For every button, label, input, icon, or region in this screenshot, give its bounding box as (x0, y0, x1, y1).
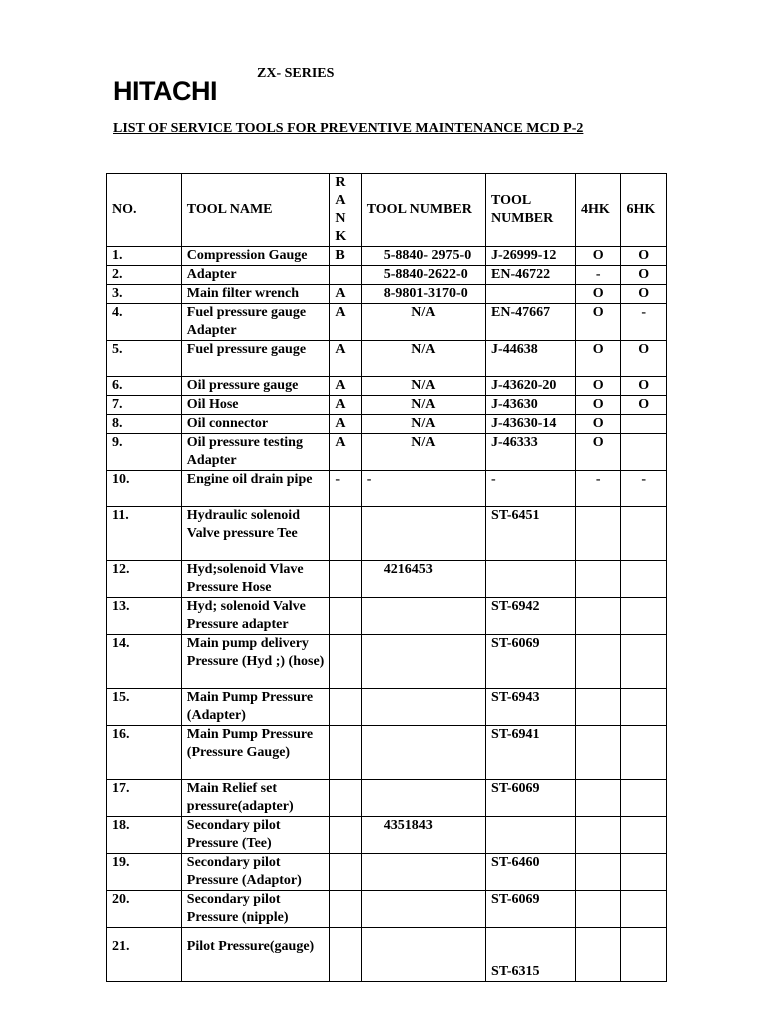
tool-number-2: - (486, 471, 576, 507)
tool-name: Main Relief set pressure(adapter) (181, 780, 330, 817)
rank: B (330, 247, 361, 266)
tool-number-1: N/A (361, 377, 485, 396)
table-row (107, 396, 667, 415)
4hk-mark (575, 689, 620, 726)
4hk-mark (575, 598, 620, 635)
6hk-mark (621, 854, 667, 891)
4hk-mark: O (575, 396, 620, 415)
tool-name: Oil pressure testing Adapter (181, 434, 330, 471)
tool-name: Main filter wrench (181, 285, 330, 304)
6hk-mark: O (621, 341, 667, 377)
table-row (107, 507, 667, 561)
column-header-tool-number-2: TOOL NUMBER (486, 174, 576, 247)
tool-number-1 (361, 854, 485, 891)
rank (330, 726, 361, 780)
row-number: 10. (107, 471, 182, 507)
rank: A (330, 396, 361, 415)
4hk-mark: - (575, 471, 620, 507)
table-row (107, 891, 667, 928)
rank (330, 689, 361, 726)
tool-name: Secondary pilot Pressure (nipple) (181, 891, 330, 928)
6hk-mark: - (621, 304, 667, 341)
4hk-mark: O (575, 415, 620, 434)
4hk-mark (575, 928, 620, 982)
4hk-mark (575, 726, 620, 780)
6hk-mark (621, 891, 667, 928)
4hk-mark: O (575, 247, 620, 266)
tool-number-2: J-43630-14 (486, 415, 576, 434)
tool-name: Oil Hose (181, 396, 330, 415)
table-row (107, 928, 667, 982)
6hk-mark (621, 434, 667, 471)
tool-number-1: 4351843 (361, 817, 485, 854)
row-number: 20. (107, 891, 182, 928)
column-header-rank: R A N K (330, 174, 361, 247)
rank: A (330, 304, 361, 341)
tool-number-2: ST-6315 (486, 928, 576, 982)
table-row (107, 285, 667, 304)
6hk-mark (621, 507, 667, 561)
6hk-mark: O (621, 247, 667, 266)
6hk-mark: O (621, 396, 667, 415)
tool-number-2 (486, 561, 576, 598)
hitachi-logo: HITACHI (113, 76, 217, 106)
service-tools-table (106, 173, 667, 982)
rank: A (330, 377, 361, 396)
tool-number-2: J-26999-12 (486, 247, 576, 266)
tool-number-2: ST-6460 (486, 854, 576, 891)
table-row (107, 689, 667, 726)
tool-number-1: N/A (361, 415, 485, 434)
tool-name: Fuel pressure gauge Adapter (181, 304, 330, 341)
tool-number-1: N/A (361, 396, 485, 415)
6hk-mark: O (621, 285, 667, 304)
table-row (107, 635, 667, 689)
row-number: 12. (107, 561, 182, 598)
tool-number-2: ST-6943 (486, 689, 576, 726)
4hk-mark: - (575, 266, 620, 285)
rank (330, 266, 361, 285)
rank (330, 507, 361, 561)
row-number: 6. (107, 377, 182, 396)
rank (330, 891, 361, 928)
row-number: 16. (107, 726, 182, 780)
tool-number-2: EN-47667 (486, 304, 576, 341)
row-number: 5. (107, 341, 182, 377)
tool-number-1 (361, 635, 485, 689)
tool-name: Fuel pressure gauge (181, 341, 330, 377)
tool-number-1 (361, 928, 485, 982)
column-header-4hk: 4HK (575, 174, 620, 247)
tool-number-1: N/A (361, 341, 485, 377)
tool-number-1: N/A (361, 304, 485, 341)
series-label: ZX- SERIES (257, 66, 335, 81)
table-row (107, 304, 667, 341)
tool-number-2: EN-46722 (486, 266, 576, 285)
rank (330, 928, 361, 982)
4hk-mark (575, 854, 620, 891)
tool-name: Hyd; solenoid Valve Pressure adapter (181, 598, 330, 635)
row-number: 2. (107, 266, 182, 285)
tool-number-2 (486, 285, 576, 304)
table-row (107, 266, 667, 285)
4hk-mark: O (575, 285, 620, 304)
rank (330, 854, 361, 891)
tool-name: Engine oil drain pipe (181, 471, 330, 507)
4hk-mark (575, 891, 620, 928)
rank: A (330, 285, 361, 304)
tool-number-2: ST-6069 (486, 891, 576, 928)
4hk-mark (575, 561, 620, 598)
4hk-mark (575, 780, 620, 817)
table-row (107, 434, 667, 471)
tool-number-1: 5-8840-2622-0 (361, 266, 485, 285)
4hk-mark: O (575, 377, 620, 396)
4hk-mark: O (575, 434, 620, 471)
rank: A (330, 341, 361, 377)
table-row (107, 854, 667, 891)
table-row (107, 415, 667, 434)
tool-number-1 (361, 507, 485, 561)
tool-name: Secondary pilot Pressure (Adaptor) (181, 854, 330, 891)
row-number: 4. (107, 304, 182, 341)
6hk-mark (621, 928, 667, 982)
row-number: 11. (107, 507, 182, 561)
row-number: 15. (107, 689, 182, 726)
table-row (107, 561, 667, 598)
table-row (107, 780, 667, 817)
6hk-mark: O (621, 377, 667, 396)
6hk-mark (621, 817, 667, 854)
tool-number-1 (361, 689, 485, 726)
row-number: 19. (107, 854, 182, 891)
tool-number-2: ST-6451 (486, 507, 576, 561)
row-number: 17. (107, 780, 182, 817)
tool-number-2: J-44638 (486, 341, 576, 377)
tool-number-2: ST-6942 (486, 598, 576, 635)
tool-number-2: ST-6941 (486, 726, 576, 780)
tool-number-2: ST-6069 (486, 780, 576, 817)
row-number: 14. (107, 635, 182, 689)
6hk-mark (621, 635, 667, 689)
column-header-tool-name: TOOL NAME (181, 174, 330, 247)
tool-name: Compression Gauge (181, 247, 330, 266)
row-number: 3. (107, 285, 182, 304)
table-row (107, 817, 667, 854)
tool-number-1 (361, 598, 485, 635)
table-row (107, 726, 667, 780)
tool-number-2: J-43630 (486, 396, 576, 415)
4hk-mark: O (575, 341, 620, 377)
table-row (107, 341, 667, 377)
rank (330, 780, 361, 817)
page-title: LIST OF SERVICE TOOLS FOR PREVENTIVE MAINTENANCE MCD P-2 (113, 121, 584, 136)
tool-name: Main pump delivery Pressure (Hyd ;) (hose) (181, 635, 330, 689)
tool-name: Hydraulic solenoid Valve pressure Tee (181, 507, 330, 561)
6hk-mark: O (621, 266, 667, 285)
4hk-mark (575, 507, 620, 561)
tool-name: Main Pump Pressure (Pressure Gauge) (181, 726, 330, 780)
rank: - (330, 471, 361, 507)
tool-name: Adapter (181, 266, 330, 285)
table-header-row (107, 174, 667, 247)
rank: A (330, 434, 361, 471)
tool-number-2 (486, 817, 576, 854)
6hk-mark (621, 415, 667, 434)
tool-number-1: N/A (361, 434, 485, 471)
tool-number-1 (361, 780, 485, 817)
tool-number-1: 4216453 (361, 561, 485, 598)
6hk-mark (621, 689, 667, 726)
tool-number-1 (361, 891, 485, 928)
6hk-mark (621, 780, 667, 817)
rank (330, 598, 361, 635)
column-header-no: NO. (107, 174, 182, 247)
4hk-mark (575, 817, 620, 854)
table-row (107, 598, 667, 635)
row-number: 9. (107, 434, 182, 471)
row-number: 18. (107, 817, 182, 854)
rank (330, 561, 361, 598)
tool-name: Secondary pilot Pressure (Tee) (181, 817, 330, 854)
tool-number-1: - (361, 471, 485, 507)
rank (330, 817, 361, 854)
table-row (107, 247, 667, 266)
tool-name: Main Pump Pressure (Adapter) (181, 689, 330, 726)
table-row (107, 377, 667, 396)
4hk-mark: O (575, 304, 620, 341)
tool-name: Hyd;solenoid Vlave Pressure Hose (181, 561, 330, 598)
column-header-6hk: 6HK (621, 174, 667, 247)
column-header-tool-number-1: TOOL NUMBER (361, 174, 485, 247)
6hk-mark (621, 726, 667, 780)
row-number: 8. (107, 415, 182, 434)
row-number: 7. (107, 396, 182, 415)
row-number: 1. (107, 247, 182, 266)
tool-number-1 (361, 726, 485, 780)
rank (330, 635, 361, 689)
table-row (107, 471, 667, 507)
tool-number-2: J-46333 (486, 434, 576, 471)
tool-name: Oil pressure gauge (181, 377, 330, 396)
4hk-mark (575, 635, 620, 689)
6hk-mark (621, 561, 667, 598)
tool-name: Pilot Pressure(gauge) (181, 928, 330, 982)
6hk-mark: - (621, 471, 667, 507)
tool-number-1: 8-9801-3170-0 (361, 285, 485, 304)
tool-number-1: 5-8840- 2975-0 (361, 247, 485, 266)
tool-number-2: ST-6069 (486, 635, 576, 689)
row-number: 21. (107, 928, 182, 982)
tool-number-2: J-43620-20 (486, 377, 576, 396)
tool-name: Oil connector (181, 415, 330, 434)
rank: A (330, 415, 361, 434)
row-number: 13. (107, 598, 182, 635)
6hk-mark (621, 598, 667, 635)
